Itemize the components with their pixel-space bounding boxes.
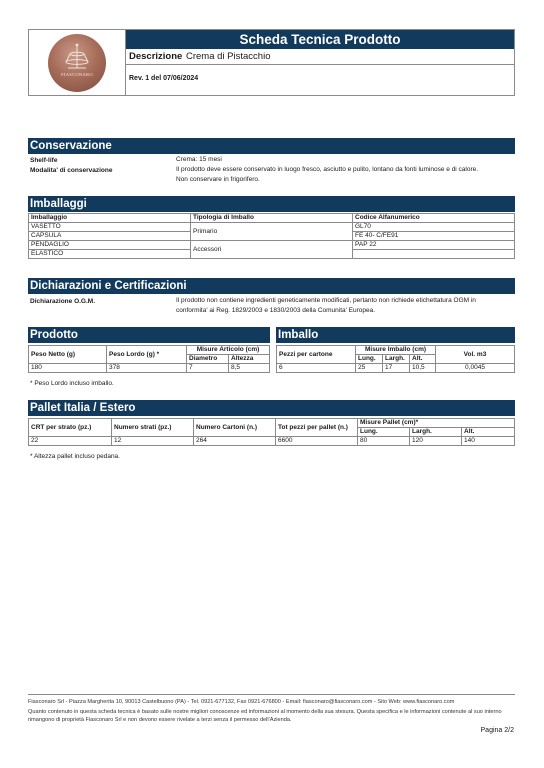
cell-diametro: 7 <box>187 364 229 373</box>
cell-largh: 17 <box>383 364 410 373</box>
table-row <box>29 364 270 373</box>
header-lung: Lung. <box>358 428 410 437</box>
footer-disclaimer: Quanto contenuto in questa scheda tecnica è basato sulle nostre migliori conoscenze ed informazioni al momento della sua stesura. Questa specifica e le informazioni contenute al suo interno rimangono di proprietà Fiasconaro Srl e non devono essere rivelate a terzi senza il permesso dell'Azienda. <box>28 709 502 723</box>
revision-text: Rev. 1 del 07/06/2024 <box>129 75 199 82</box>
section-conservazione: Conservazione <box>28 138 515 154</box>
cell-crt: 22 <box>29 437 112 446</box>
fiasconaro-logo <box>48 34 106 92</box>
header-misure-pallet: Misure Pallet (cm)* <box>358 419 515 428</box>
header-codice: Codice Alfanumerico <box>353 214 515 223</box>
cell-strati: 12 <box>112 437 194 446</box>
cell-type-accessori: Accessori <box>191 241 353 259</box>
shelf-life-value: Crema: 15 mesi <box>176 156 222 163</box>
header-altezza: Altezza <box>229 355 270 364</box>
header-alt: Alt. <box>410 355 436 364</box>
box-table <box>276 345 515 373</box>
cell-lung: 25 <box>356 364 383 373</box>
header-peso-lordo: Peso Lordo (g) * <box>107 346 187 364</box>
document-title: Scheda Tecnica Prodotto <box>126 30 514 49</box>
shelf-life-label: Shelf-life <box>30 157 58 164</box>
cell-alt: 140 <box>462 437 515 446</box>
table-header-row <box>29 346 270 355</box>
table-row <box>29 241 515 250</box>
cell-code: PAP 22 <box>353 241 515 250</box>
cell-code <box>353 250 515 259</box>
ogm-label: Dichiarazione O.G.M. <box>30 298 96 305</box>
header-crt-strato: CRT per strato (pz.) <box>29 419 112 437</box>
ogm-line-2: conformita' ai Reg. 1829/2003 e 1830/2003 della Comunita' Europea. <box>176 307 376 314</box>
section-imballaggi: Imballaggi <box>28 196 515 212</box>
header-tot-pezzi: Tot pezzi per pallet (n.) <box>276 419 358 437</box>
document-header <box>28 29 515 96</box>
cell-code: FE 40- C/FE91 <box>353 232 515 241</box>
header-numero-cartoni: Numero Cartoni (n.) <box>194 419 276 437</box>
ogm-line-1: Il prodotto non contiene ingredienti geneticamente modificati, pertanto non richiede etichettatura OGM in <box>176 297 476 304</box>
header-misure-articolo: Misure Articolo (cm) <box>187 346 270 355</box>
cell-code: GL70 <box>353 223 515 232</box>
cell-volume: 0,0045 <box>436 364 515 373</box>
cell-cartoni: 264 <box>194 437 276 446</box>
description-value: Crema di Pistacchio <box>186 51 271 62</box>
header-numero-strati: Numero strati (pz.) <box>112 419 194 437</box>
table-row <box>29 223 515 232</box>
table-header-row <box>29 419 515 428</box>
header-alt: Alt. <box>462 428 515 437</box>
pallet-table <box>28 418 515 446</box>
cell-altezza: 8,5 <box>229 364 270 373</box>
cell-type-primary: Primario <box>191 223 353 241</box>
header-peso-netto: Peso Netto (g) <box>29 346 107 364</box>
header-misure-imballo: Misure Imballo (cm) <box>356 346 436 355</box>
cell-item: CAPSULA <box>29 232 191 241</box>
cell-peso-netto: 180 <box>29 364 107 373</box>
logo-box <box>29 30 126 95</box>
product-table <box>28 345 270 373</box>
cell-lung: 80 <box>358 437 410 446</box>
table-row <box>29 437 515 446</box>
cell-pezzi: 6 <box>277 364 356 373</box>
header-volume: Vol. m3 <box>436 346 515 364</box>
section-imballo: Imballo <box>276 327 515 343</box>
header-lung: Lung. <box>356 355 383 364</box>
table-header-row <box>277 346 515 355</box>
description-row <box>126 49 514 65</box>
packaging-table <box>28 213 515 259</box>
logo-text: FIASCONARO <box>61 71 93 77</box>
cell-item: ELASTICO <box>29 250 191 259</box>
storage-mode-label: Modalita' di conservazione <box>30 167 113 174</box>
fountain-icon <box>48 34 106 92</box>
section-dichiarazioni: Dichiarazioni e Certificazioni <box>28 278 515 294</box>
footer-contacts: Fiasconaro Srl - Piazza Margherita 10, 90013 Castelbuono (PA) - Tel. 0921-677132, Fax 0921-676800 - Email: fiasconaro@fiasconaro.com - Sito Web: www.fiasconaro.com <box>28 699 455 705</box>
storage-mode-line-2: Non conservare in frigorifero. <box>176 176 260 183</box>
header-largh: Largh. <box>410 428 462 437</box>
peso-lordo-note: * Peso Lordo incluso imballo. <box>30 380 114 387</box>
section-prodotto: Prodotto <box>28 327 270 343</box>
cell-tot: 6600 <box>276 437 358 446</box>
header-diametro: Diametro <box>187 355 229 364</box>
cell-item: PENDAGLIO <box>29 241 191 250</box>
section-pallet: Pallet Italia / Estero <box>28 400 515 416</box>
cell-peso-lordo: 378 <box>107 364 187 373</box>
table-row <box>277 364 515 373</box>
header-largh: Largh. <box>383 355 410 364</box>
header-pezzi: Pezzi per cartone <box>277 346 356 364</box>
header-imballaggio: Imballaggio <box>29 214 191 223</box>
cell-alt: 10,5 <box>410 364 436 373</box>
table-header-row <box>29 214 515 223</box>
cell-largh: 120 <box>410 437 462 446</box>
footer-divider <box>28 694 515 695</box>
pallet-note: * Altezza pallet incluso pedana. <box>30 453 120 460</box>
page-number: Pagina 2/2 <box>480 727 514 734</box>
storage-mode-line-1: Il prodotto deve essere conservato in luogo fresco, asciutto e pulito, lontano da fonti luminose e di calore. <box>176 166 479 173</box>
cell-item: VASETTO <box>29 223 191 232</box>
header-tipologia: Tipologia di Imballo <box>191 214 353 223</box>
description-label: Descrizione <box>129 51 183 62</box>
